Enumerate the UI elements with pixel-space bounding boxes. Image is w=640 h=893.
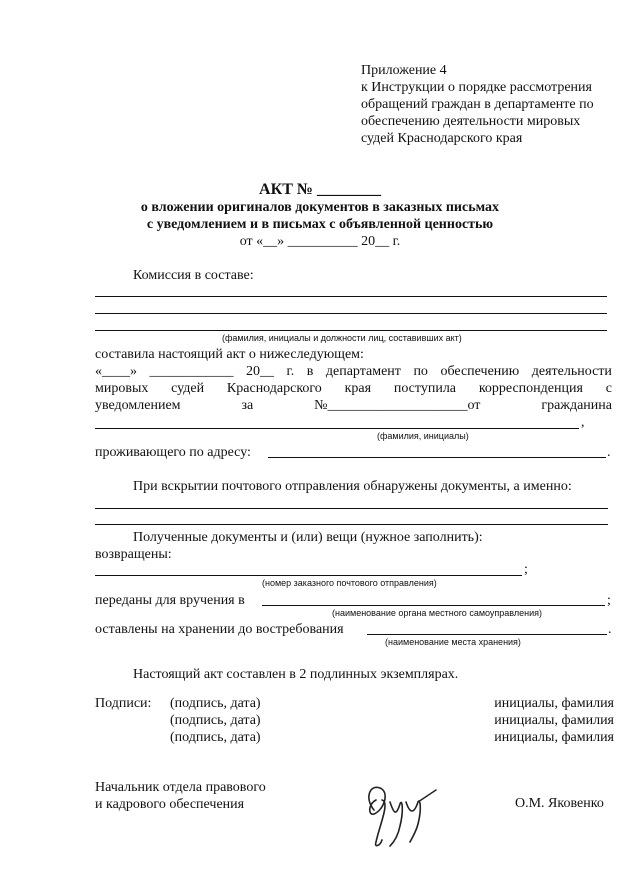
paragraph-line — [95, 398, 612, 414]
dot-mark: . — [608, 622, 612, 637]
fill-line — [95, 330, 607, 331]
commission-label: Комиссия в составе: — [133, 268, 254, 283]
copies-text: Настоящий акт составлен в 2 подлинных экземплярах. — [133, 667, 459, 682]
position-line: и кадрового обеспечения — [95, 797, 245, 812]
returned-caption: (номер заказного почтового отправления) — [262, 578, 437, 588]
word: департамент — [325, 364, 401, 379]
word: с — [605, 381, 612, 396]
stored-label: оставлены на хранении до востребования — [95, 622, 344, 637]
word: обеспечению — [440, 364, 520, 379]
handwritten-signature — [360, 780, 440, 850]
opening-text: При вскрытии почтового отправления обнаружены документы, а именно: — [133, 479, 572, 494]
appendix-line: обращений граждан в департаменте по — [361, 97, 594, 112]
act-title: АКТ № ________ — [259, 181, 381, 198]
fill-line — [95, 313, 607, 314]
handed-label: переданы для вручения в — [95, 593, 245, 608]
fill-line — [95, 296, 607, 297]
fill-line — [95, 508, 608, 509]
word: 20__ — [246, 364, 275, 379]
signature-placeholder: (подпись, дата) — [170, 696, 261, 711]
word: края — [344, 381, 372, 396]
position-line: Начальник отдела правового — [95, 780, 266, 795]
signature-placeholder: (подпись, дата) — [170, 713, 261, 728]
word: №____________________от — [314, 398, 481, 413]
paragraph-line — [95, 364, 612, 380]
act-subtitle: о вложении оригиналов документов в заказных письмах — [140, 200, 500, 215]
paragraph-line — [95, 381, 612, 397]
word: по — [413, 364, 428, 379]
appendix-line: Приложение 4 — [361, 63, 447, 78]
word: ____________ — [149, 364, 234, 379]
received-text: Полученные документы и (или) вещи (нужное заполнить): — [133, 530, 483, 545]
word: деятельности — [531, 364, 612, 379]
word: гражданина — [541, 398, 612, 413]
word: «____» — [95, 364, 137, 379]
act-date: от «__» __________ 20__ г. — [239, 234, 401, 249]
fill-line — [95, 524, 608, 525]
word: судей — [171, 381, 205, 396]
signatures-label: Подписи: — [95, 696, 152, 711]
composed-text: составила настоящий акт о нижеследующем: — [95, 347, 364, 362]
act-subtitle: с уведомлением и в письмах с объявленной ценностью — [146, 217, 494, 232]
word: поступила — [393, 381, 457, 396]
appendix-line: обеспечению деятельности мировых — [361, 114, 581, 129]
fill-line — [268, 457, 606, 458]
signer-name-placeholder: инициалы, фамилия — [494, 730, 614, 745]
residing-label: проживающего по адресу: — [95, 445, 251, 460]
signature-placeholder: (подпись, дата) — [170, 730, 261, 745]
semicolon-mark: ; — [607, 593, 611, 608]
word: за — [241, 398, 254, 413]
dot-mark: . — [607, 445, 611, 460]
fill-line — [262, 605, 605, 606]
appendix-line: к Инструкции о порядке рассмотрения — [361, 80, 592, 95]
signer-name-placeholder: инициалы, фамилия — [494, 713, 614, 728]
fill-line — [95, 428, 579, 429]
word: г. — [286, 364, 295, 379]
stored-caption: (наименование места хранения) — [385, 637, 521, 647]
word: мировых — [95, 381, 149, 396]
word: в — [306, 364, 314, 379]
returned-label: возвращены: — [95, 547, 172, 562]
fill-line — [95, 575, 522, 576]
word: уведомлением — [95, 398, 181, 413]
appendix-line: судей Краснодарского края — [361, 131, 523, 146]
semicolon-mark: ; — [524, 562, 528, 577]
signer-name-placeholder: инициалы, фамилия — [494, 696, 614, 711]
comma-mark: , — [581, 415, 585, 430]
name-caption: (фамилия, инициалы) — [377, 431, 469, 441]
handed-caption: (наименование органа местного самоуправления) — [332, 608, 542, 618]
fill-line — [367, 634, 607, 635]
word: Краснодарского — [226, 381, 322, 396]
word: корреспонденция — [478, 381, 583, 396]
signer-name: О.М. Яковенко — [515, 796, 604, 811]
commission-caption: (фамилия, инициалы и должности лиц, составивших акт) — [222, 333, 462, 343]
appendix-block — [361, 62, 594, 147]
